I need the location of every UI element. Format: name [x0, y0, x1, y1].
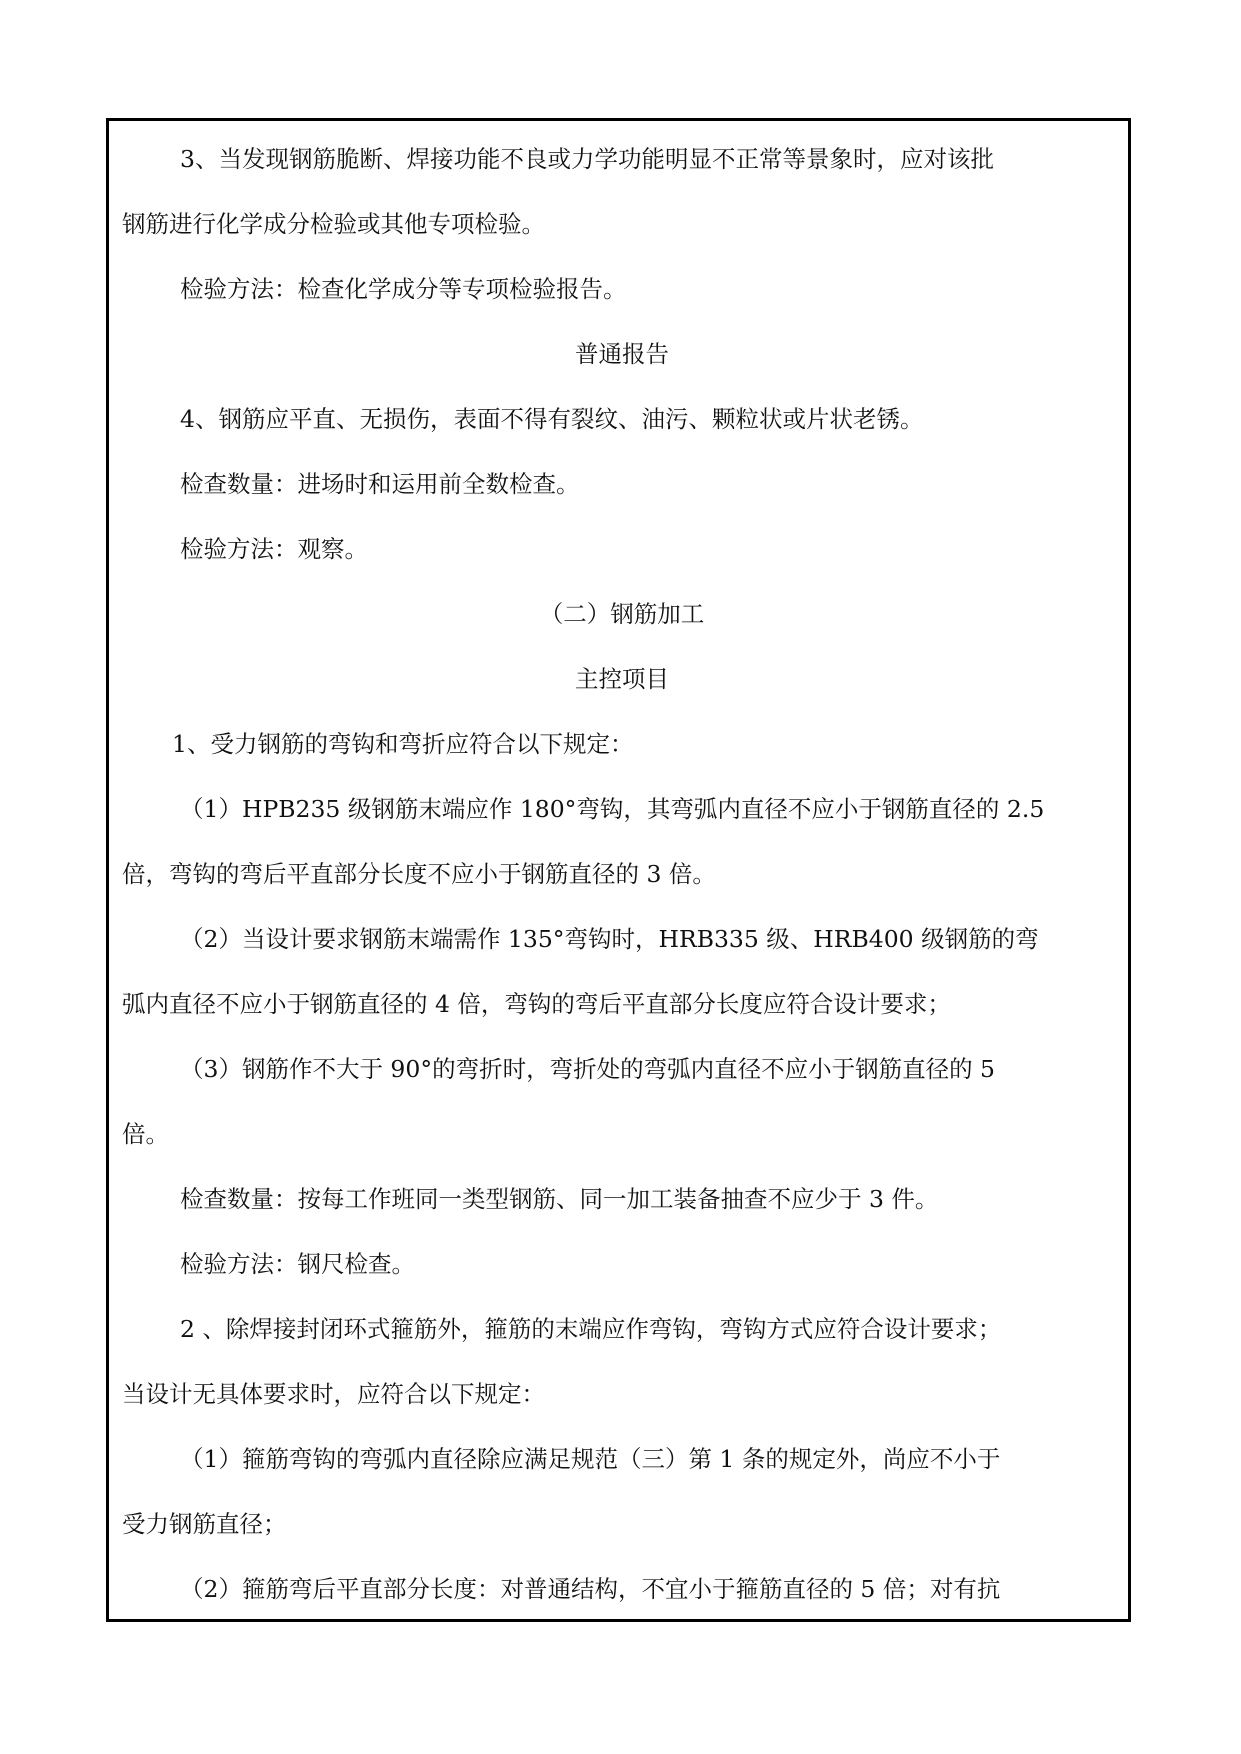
section-heading: 主控项目 [575, 665, 669, 693]
paragraph-line: 受力钢筋直径； [122, 1510, 287, 1538]
paragraph-line: 4、钢筋应平直、无损伤，表面不得有裂纹、油污、颗粒状或片状老锈。 [180, 405, 924, 433]
paragraph-line: （1）箍筋弯钩的弯弧内直径除应满足规范（三）第 1 条的规定外，尚应不小于 [180, 1445, 1001, 1473]
paragraph-line: 检查数量：按每工作班同一类型钢筋、同一加工装备抽查不应少于 3 件。 [180, 1185, 939, 1213]
paragraph-line: 3、当发现钢筋脆断、焊接功能不良或力学功能明显不正常等景象时，应对该批 [180, 145, 994, 173]
document-body [122, 121, 1122, 1622]
paragraph-line: 弧内直径不应小于钢筋直径的 4 倍，弯钩的弯后平直部分长度应符合设计要求； [122, 990, 951, 1018]
paragraph-line: 检查数量：进场时和运用前全数检查。 [180, 470, 580, 498]
paragraph-line: （3）钢筋作不大于 90°的弯折时，弯折处的弯弧内直径不应小于钢筋直径的 5 [180, 1055, 995, 1083]
document-frame [106, 118, 1131, 1622]
section-heading: （二）钢筋加工 [539, 600, 705, 628]
paragraph-line: （2）箍筋弯后平直部分长度：对普通结构，不宜小于箍筋直径的 5 倍；对有抗 [180, 1575, 1001, 1603]
section-heading: 普通报告 [575, 340, 669, 368]
paragraph-line: （2）当设计要求钢筋末端需作 135°弯钩时，HRB335 级、HRB400 级钢筋的弯 [180, 925, 1039, 953]
paragraph-line: 检验方法：钢尺检查。 [180, 1250, 415, 1278]
paragraph-line: 检验方法：检查化学成分等专项检验报告。 [180, 275, 627, 303]
paragraph-line: 钢筋进行化学成分检验或其他专项检验。 [122, 210, 545, 238]
paragraph-line: （1）HPB235 级钢筋末端应作 180°弯钩，其弯弧内直径不应小于钢筋直径的 2.5 [180, 795, 1045, 823]
paragraph-line: 检验方法：观察。 [180, 535, 368, 563]
paragraph-line: 2 、除焊接封闭环式箍筋外，箍筋的末端应作弯钩，弯钩方式应符合设计要求； [180, 1315, 1002, 1343]
paragraph-line: 倍。 [122, 1120, 169, 1148]
paragraph-line: 1、受力钢筋的弯钩和弯折应符合以下规定： [172, 730, 634, 758]
paragraph-line: 倍，弯钩的弯后平直部分长度不应小于钢筋直径的 3 倍。 [122, 860, 716, 888]
paragraph-line: 当设计无具体要求时，应符合以下规定： [122, 1380, 545, 1408]
